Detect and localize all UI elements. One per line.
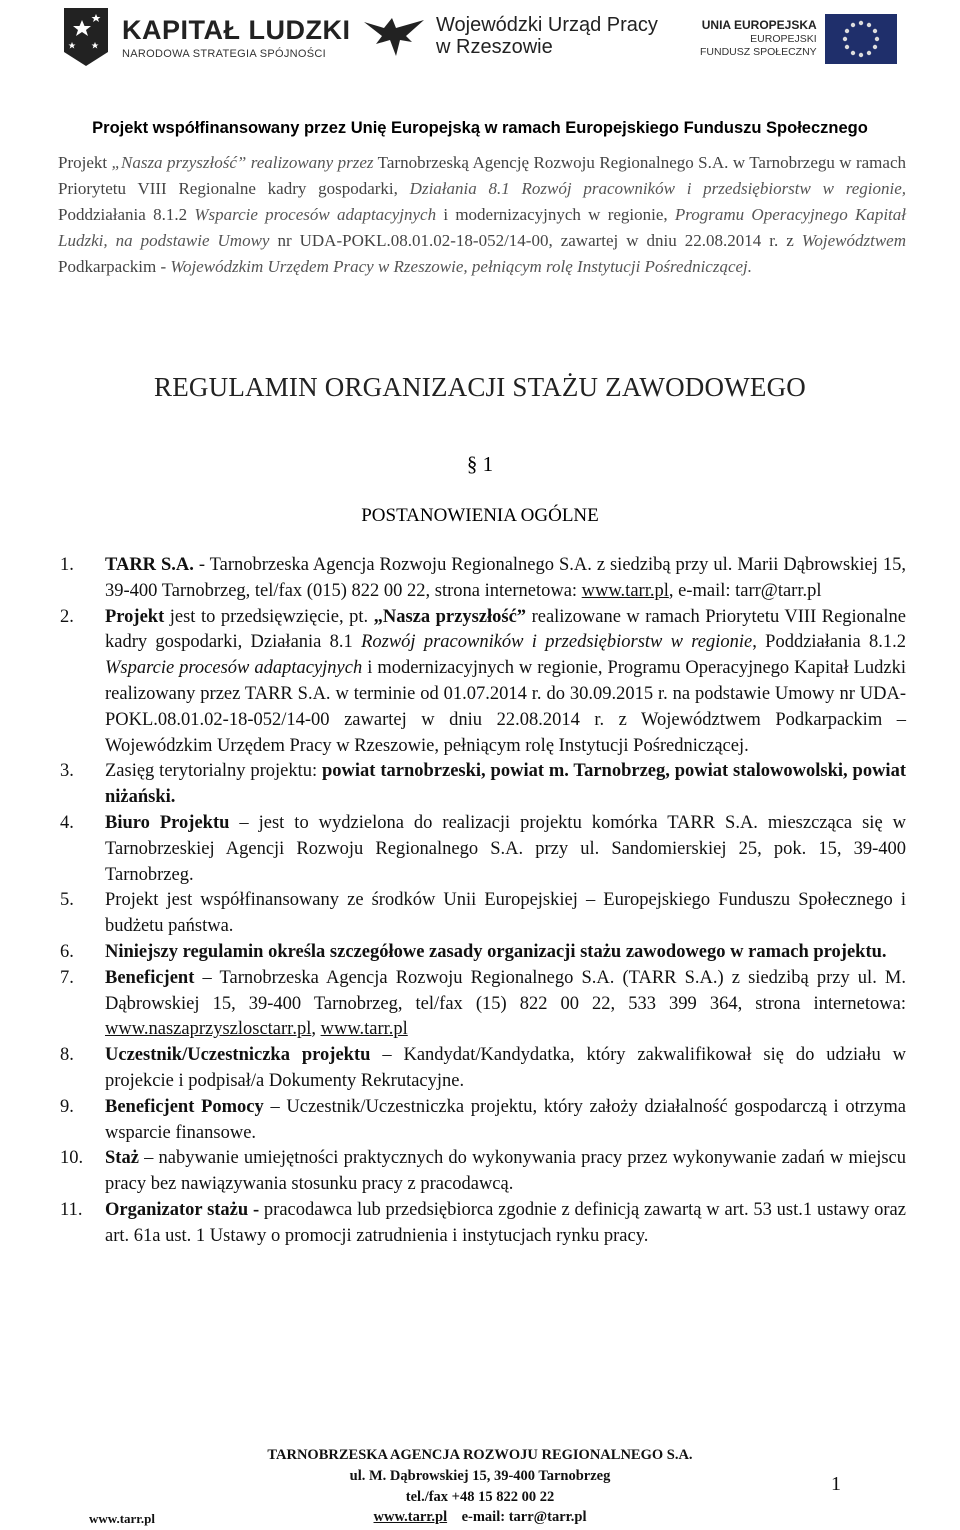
item-number: 6. — [60, 941, 74, 962]
list-item — [60, 888, 906, 940]
list-item — [60, 1146, 906, 1198]
item-number: 8. — [60, 1045, 74, 1066]
item-term: Biuro Projektu — [105, 812, 230, 833]
intro-text-6: Podkarpackim - — [58, 257, 171, 276]
footer-email[interactable]: e-mail: tarr@tarr.pl — [461, 1509, 587, 1525]
logo-header — [0, 0, 960, 110]
list-item — [60, 1198, 906, 1250]
item-term: Staż — [105, 1148, 139, 1169]
intro-text-2: Tarnobrzeską Agencję Rozwoju Regionalnego S.A. w Tarnobrzegu w ramach Priorytetu VIII Regionalne kadry gospodarki, — [58, 153, 907, 198]
intro-italic-1: „Nasza przyszłość” realizowany przez — [111, 153, 374, 172]
intro-text-3: Poddziałania 8.1.2 — [58, 205, 195, 224]
item-term: Beneficjent — [105, 967, 195, 988]
list-item — [60, 1043, 906, 1095]
section-title: POSTANOWIENIA OGÓLNE — [361, 505, 599, 526]
eu-flag-icon — [825, 14, 897, 64]
item-number: 5. — [60, 890, 74, 911]
item-project-name: „Nasza przyszłość” — [373, 606, 527, 627]
wup-logo — [362, 14, 658, 58]
eagle-icon — [362, 14, 426, 58]
item-italic: Wsparcie procesów adaptacyjnych — [105, 658, 363, 679]
item-term: Projekt — [105, 606, 165, 627]
item-text: – Kandydat/Kandydatka, który zakwalifikował się do udziału w projekcie i podpisał/a Dokumenty Rekrutacyjne. — [105, 1045, 906, 1091]
eu-logo — [700, 14, 897, 64]
footer-company: TARNOBRZESKA AGENCJA ROZWOJU REGIONALNEGO S.A. — [267, 1447, 693, 1463]
item-text: i modernizacyjnych w regionie, Programu Operacyjnego Kapitał Ludzki realizowany przez TARR S.A. w terminie od 01.07.2014 r. do 30.09.2015 r. na podstawie Umowy nr UDA-POKL.08.01.02-18-052/14-00 zawartej w dniu 22.08.2014 r. z Województwem Podkarpackim – Wojewódzkim Urzędem Pracy w Rzeszowie, pełniącym rolę Instytucji Pośredniczącej. — [105, 658, 906, 756]
item-number: 1. — [60, 555, 74, 575]
list-item — [60, 1095, 906, 1147]
list-item — [60, 940, 906, 966]
item-number: 10. — [60, 1148, 84, 1169]
intro-italic-3: Wsparcie procesów adaptacyjnych — [194, 205, 437, 224]
item-text: Projekt jest współfinansowany ze środków Unii Europejskiej – Europejskiego Funduszu Społecznego i budżetu państwa. — [105, 890, 906, 937]
wup-line1: Wojewódzki Urząd Pracy — [436, 14, 658, 36]
item-number: 3. — [60, 761, 74, 782]
eu-line3: FUNDUSZ SPOŁECZNY — [700, 46, 817, 58]
item-text: , Poddziałania 8.1.2 — [752, 632, 906, 653]
section-number: § 1 — [466, 452, 494, 476]
intro-text-1: Projekt — [58, 153, 112, 172]
footer-phone: tel./fax +48 15 822 00 22 — [405, 1489, 555, 1505]
item-text: – Tarnobrzeska Agencja Rozwoju Regionalnego S.A. (TARR S.A.) z siedzibą przy ul. M. Dąbrowskiej 15, 39-400 Tarnobrzeg, tel/fax (15) 822 00 22, 533 399 364, strona internetowa: — [105, 967, 906, 1014]
item-text: – nabywanie umiejętności praktycznych do wykonywania pracy przez wykonywanie zadań w miejscu pracy bez nawiązywania stosunku pracy z pracodawcą. — [105, 1148, 906, 1195]
kapital-ludzki-emblem-icon — [62, 6, 110, 68]
project-website-link[interactable]: www.naszaprzyszlosctarr.pl — [105, 1019, 312, 1040]
footer-address: ul. M. Dąbrowskiej 15, 39-400 Tarnobrzeg — [349, 1468, 611, 1484]
list-item — [60, 966, 906, 1043]
intro-text-5: nr UDA-POKL.08.01.02-18-052/14-00, zawartej w dniu 22.08.2014 r. z — [269, 231, 802, 250]
intro-italic-6: Wojewódzkim Urzędem Pracy w Rzeszowie, pełniącym rolę Instytucji Pośredniczącej. — [170, 257, 753, 276]
wup-line2: w Rzeszowie — [436, 36, 553, 58]
kapital-ludzki-subtitle: NARODOWA STRATEGIA SPÓJNOŚCI — [122, 47, 326, 60]
eu-line1: UNIA EUROPEJSKA — [701, 18, 817, 32]
item-number: 4. — [60, 812, 74, 833]
item-term: Beneficjent Pomocy — [105, 1096, 264, 1117]
item-term: Niniejszy regulamin określa szczegółowe zasady organizacji stażu zawodowego w ramach projektu. — [105, 941, 887, 962]
intro-italic-4: Programu Operacyjnego Kapitał Ludzki, na podstawie Umowy — [58, 205, 906, 250]
intro-text-4: i modernizacyjnych w regionie, — [436, 205, 675, 224]
item-text: – Uczestnik/Uczestniczka projektu, który założy działalność gospodarczą i otrzyma wsparcie finansowe. — [105, 1096, 906, 1143]
project-intro — [58, 150, 906, 280]
list-item — [60, 553, 906, 605]
item-text: realizowane w ramach Priorytetu VIII Regionalne kadry gospodarki, Działania 8.1 — [105, 606, 906, 653]
item-text: pracodawca lub przedsiębiorca zgodnie z definicją zawartą w art. 53 ust.1 ustawy oraz art. 61a ust. 1 Ustawy o promocji zatrudnienia i instytucjach rynku pracy. — [105, 1199, 906, 1246]
list-item — [60, 811, 906, 888]
item-term: powiat tarnobrzeski, powiat m. Tarnobrzeg, powiat stalowowolski, powiat niżański. — [105, 761, 906, 808]
footer-website-link[interactable]: www.tarr.pl — [373, 1509, 448, 1525]
tarr-website-link[interactable]: www.tarr.pl — [581, 580, 669, 601]
item-term: Uczestnik/Uczestniczka projektu — [105, 1045, 371, 1066]
page-number: 1 — [831, 1473, 841, 1495]
cofinancing-banner: Projekt współfinansowany przez Unię Europejską w ramach Europejskiego Funduszu Społecznego — [92, 119, 868, 137]
item-text: jest to przedsięwzięcie, pt. — [164, 606, 374, 627]
item-italic: Rozwój pracowników i przedsiębiorstw w regionie — [361, 632, 753, 653]
item-text: - Tarnobrzeska Agencja Rozwoju Regionalnego S.A. z siedzibą przy ul. Marii Dąbrowskiej 15, 39-400 Tarnobrzeg, tel/fax (015) 822 00 22, strona internetowa: — [105, 555, 906, 601]
eu-line2: EUROPEJSKI — [750, 33, 817, 45]
item-number: 2. — [60, 606, 74, 627]
link-separator: , — [311, 1019, 321, 1040]
kapital-ludzki-logo — [62, 6, 350, 68]
item-text: – jest to wydzielona do realizacji projektu komórka TARR S.A. mieszcząca się w Tarnobrzeskiej Agencji Rozwoju Regionalnego S.A. przy ul. Sandomierskiej 25, pok. 15, 39-400 Tarnobrzeg. — [105, 812, 906, 885]
kapital-ludzki-title: KAPITAŁ LUDZKI — [122, 14, 351, 45]
footer-site-mark: www.tarr.pl — [89, 1511, 155, 1526]
intro-italic-2: Działania 8.1 Rozwój pracowników i przedsiębiorstw w regionie, — [409, 179, 906, 198]
intro-italic-5: Województwem — [801, 231, 906, 250]
document-title: REGULAMIN ORGANIZACJI STAŻU ZAWODOWEGO — [154, 372, 806, 402]
item-number: 9. — [60, 1096, 74, 1117]
list-item — [60, 759, 906, 811]
item-number: 7. — [60, 967, 74, 988]
item-term: TARR S.A. — [105, 555, 194, 575]
tarr-website-link[interactable]: www.tarr.pl — [320, 1019, 408, 1040]
item-number: 11. — [60, 1199, 83, 1220]
item-text: Zasięg terytorialny projektu: — [105, 761, 323, 782]
general-provisions-list — [60, 553, 906, 1250]
item-term: Organizator stażu - — [105, 1199, 260, 1220]
list-item — [60, 605, 906, 760]
item-text-email: , e-mail: tarr@tarr.pl — [668, 580, 822, 601]
